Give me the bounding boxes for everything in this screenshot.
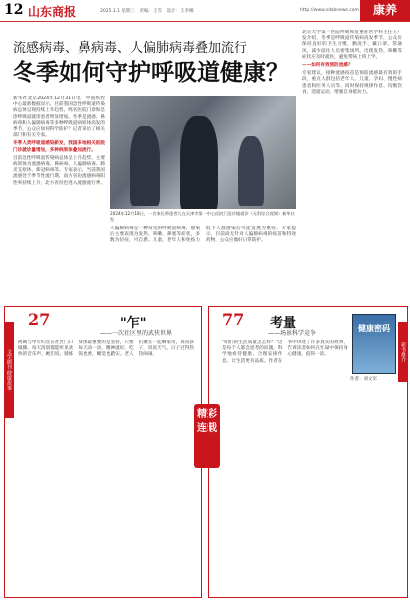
right-section-bar: 新书推介 [398, 322, 408, 382]
section-tag: 康养 [360, 0, 410, 21]
book-cover-title: 健康密码 [358, 324, 390, 333]
site-link[interactable]: http://www.sdsbnews.com [300, 8, 359, 13]
column-3-subhead: ——如何有效预防流感？ [302, 63, 353, 69]
right-section-number: 77 [222, 310, 245, 329]
article-photo [110, 96, 296, 209]
left-section-subhead: ——一次社区里的武侠世界 [100, 330, 173, 337]
column-1-subhead: 冬季人类呼吸道感染新发，我国多地相关医院门诊就诊量增加，多种病原体叠加流行。 [13, 141, 105, 153]
book-cover [352, 314, 396, 374]
article-column-3 [302, 30, 402, 302]
left-section-head: "乍" [120, 316, 147, 331]
newspaper-brand: 山东商报 [28, 5, 77, 19]
column-3-more: 专家建议，接种流感疫苗是预防流感最有效的手段，重点人群包括老年人、儿童、孕妇、慢性病患者和医务人员等。同时保持规律作息、均衡饮食、适量运动，增强自身抵抗力。 [302, 71, 402, 95]
column-1-more: 目前急性呼吸道传染病总体呈上升趋势，主要病原体为流感病毒、鼻病毒、人偏肺病毒、肺炎支原体、新冠病毒等。专家表示，当前我国流感处于季节性流行期，南方省份流感病毒阳性率持续上升，北方省份也进入流感流行季。 [13, 155, 105, 186]
photo-caption: 2024年12月18日，一名家长带患者儿在天津市第一中心医院门急诊楼就诊（无科综合视频）新华社发 [110, 211, 295, 222]
article-column-2 [110, 226, 296, 302]
left-section-number: 27 [28, 310, 51, 329]
right-section-head: 考量 [270, 316, 297, 331]
person-figure [180, 116, 218, 209]
right-section-body: "咱们的生活质量怎么样？"这是每个人都会思考的问题。科学地看待健康，合理安排作息，让生活更有品质。作者在书中讲述了许多真实的故事，告诉读者如何在忙碌中保持身心健康，值得一读。 [222, 340, 348, 364]
column-3-text: 北京大学第一医院呼吸和危重症医学科主任王广发介绍，冬季是呼吸道传染病高发季节，公众应保持良好的卫生习惯，勤洗手、戴口罩、常通风，减少前往人员密集场所。出现发热、咳嗽等症状应及时就医，避免带病上班上学。 [302, 30, 402, 60]
column-2-text: 人偏肺病毒是一种常见的呼吸道病毒，感染后主要表现为发热、咳嗽、鼻塞等症状，多数为轻症，可自愈。儿童、老年人和免疫力低下人群感染后可能发展为重症。专家提示，目前尚无针对人偏肺病毒的疫苗和特效药物，公众应做好日常防护。 [110, 226, 296, 244]
article-kicker: 流感病毒、鼻病毒、人偏肺病毒叠加流行 [13, 41, 248, 56]
issue-meta: 2025.1.1 星期三 责编：王雪 设计：王李娜 [100, 9, 194, 14]
column-1-text: 新华社北京2024年12月31日电 中国疾控中心最新数据显示，目前我国急性呼吸道传染病总体呈现持续上升趋势，鸣名医院门诊和急诊呼吸道就诊患者明显增加。冬季是流感、鼻病毒和人偏肺病毒等多种呼吸道病原体高发的季节，公众应如何科学防护？记者采访了相关部门和有关专家。 [13, 96, 105, 139]
page-header [0, 0, 410, 22]
right-section-subhead: ——场景科学竞争 [268, 330, 317, 337]
serial-seal: 精彩连载 [194, 404, 220, 468]
person-figure [238, 136, 264, 206]
left-section-bar: 文学副刊·健康故事 [4, 322, 14, 418]
article-title: 冬季如何守护呼吸道健康？ [13, 60, 289, 86]
left-section-text [18, 340, 194, 594]
person-figure [130, 126, 160, 206]
article-column-1 [13, 96, 105, 302]
left-section-body: 阿姨与中年妇女在社区门口做操，每天清晨都能听见欢快的音乐声。她们说，锻炼身体最重要的是坚持，只要每天动一动，精神就好，吃饭也香，睡觉也踏实。老人们聚在一起聊家常，说说孩子，说说天气，日子过得热热闹闹。 [18, 340, 194, 358]
page-number: 12 [4, 2, 24, 18]
book-cover-caption: 作者：刘文军 [350, 377, 377, 382]
right-section-text [222, 340, 348, 594]
